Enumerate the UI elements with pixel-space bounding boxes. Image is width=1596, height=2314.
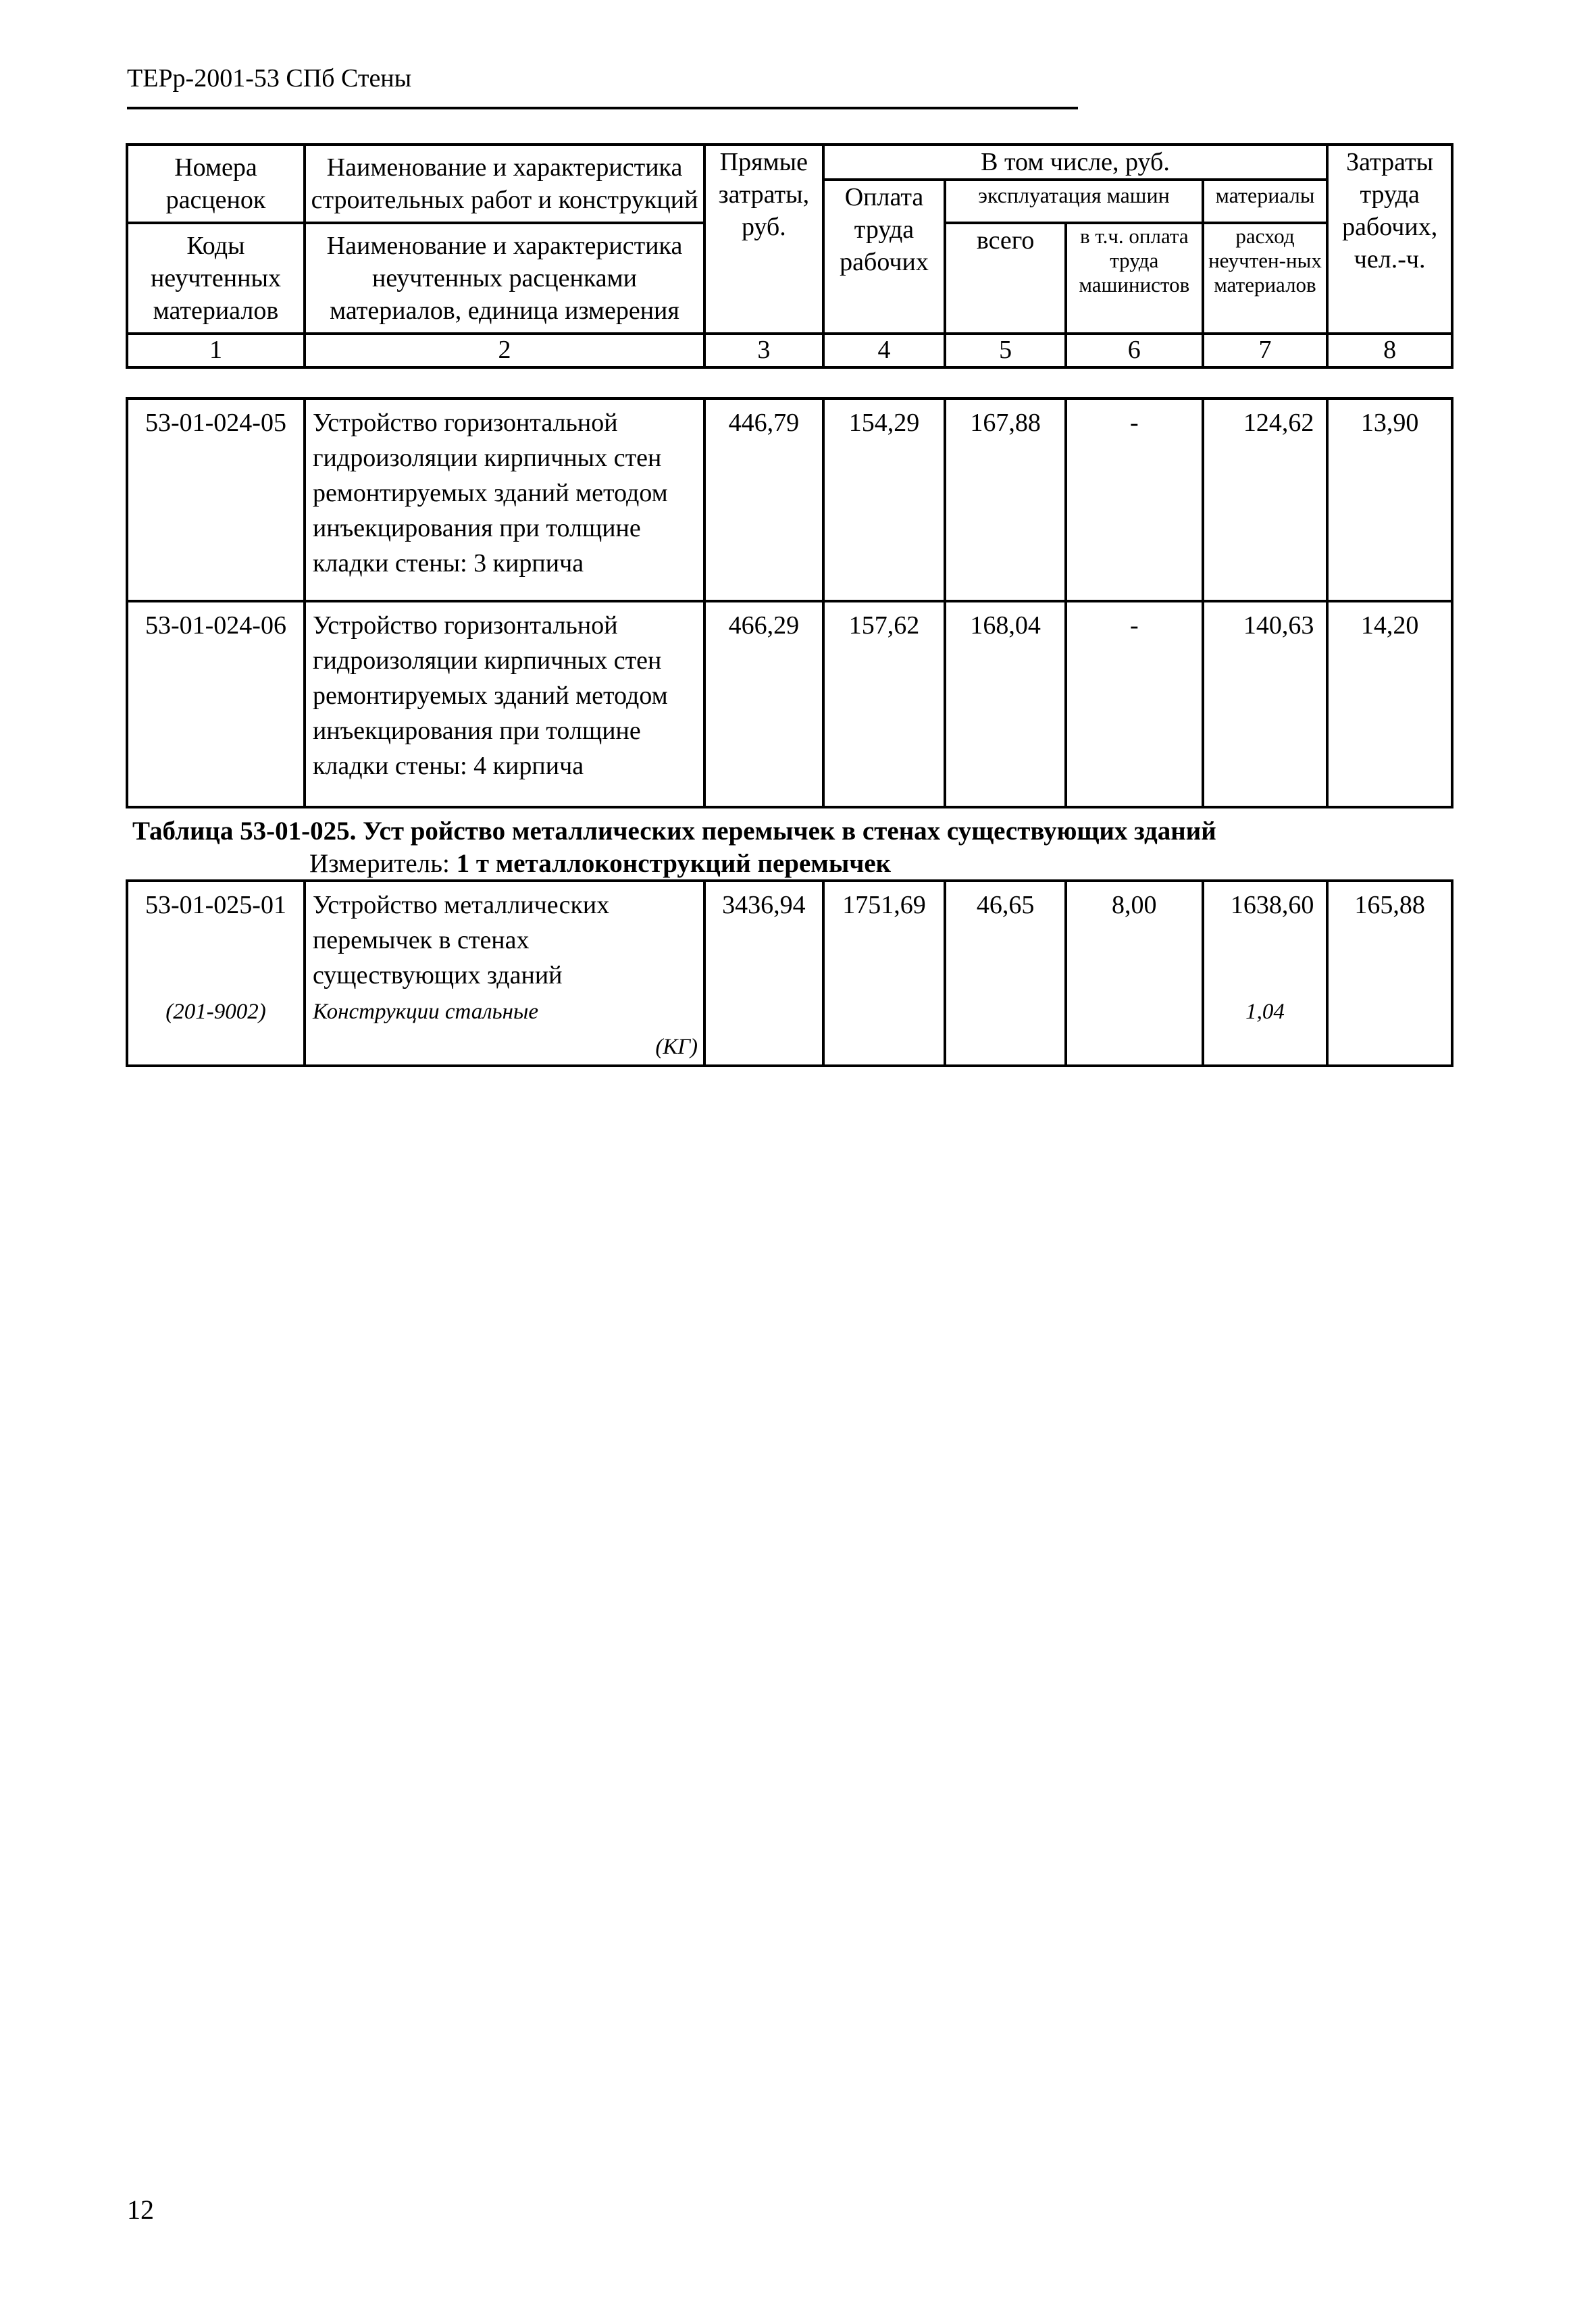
rate-code: 53-01-024-06	[127, 601, 305, 807]
col-number: 5	[945, 334, 1066, 367]
table-row	[127, 398, 1452, 601]
labor-hours: 165,88	[1327, 881, 1452, 993]
table-meter	[309, 848, 891, 879]
header-col1-bottom: Коды неучтенных материалов	[150, 232, 281, 325]
direct-costs: 446,79	[704, 398, 823, 601]
header-labor-pay: Оплата труда рабочих	[823, 180, 946, 334]
direct-costs: 466,29	[704, 601, 823, 807]
machines-total: 46,65	[945, 881, 1066, 993]
header-unaccounted-materials: расход неучтен-ных материалов	[1203, 223, 1328, 334]
labor-hours: 14,20	[1327, 601, 1452, 807]
material-name-cell	[305, 993, 704, 1066]
header-rule	[127, 107, 1078, 109]
col-number: 6	[1066, 334, 1203, 367]
table-title: Таблица 53-01-025. Уст ройство металлических перемычек в стенах существующих зданий	[132, 817, 1216, 846]
header-materials: материалы	[1203, 180, 1328, 223]
header-col2	[305, 145, 704, 334]
rate-name: Устройство металлических перемычек в стенах существующих зданий	[305, 881, 704, 993]
table-row	[127, 881, 1452, 993]
page-number: 12	[127, 2194, 154, 2225]
empty-cell	[704, 993, 823, 1066]
header-group: В том числе, руб.	[823, 145, 1328, 180]
column-header-table	[126, 143, 1453, 369]
rate-name: Устройство горизонтальной гидроизоляции кирпичных стен ремонтируемых зданий методом инъекцирования при толщине кладки стены: 3 кирпича	[305, 398, 704, 601]
operators-pay: -	[1066, 601, 1203, 807]
col-number: 2	[305, 334, 704, 367]
rate-name: Устройство горизонтальной гидроизоляции кирпичных стен ремонтируемых зданий методом инъекцирования при толщине кладки стены: 4 кирпича	[305, 601, 704, 807]
direct-costs: 3436,94	[704, 881, 823, 993]
header-machines: эксплуатация машин	[945, 180, 1202, 223]
table-row	[127, 601, 1452, 807]
labor-hours: 13,90	[1327, 398, 1452, 601]
operators-pay: -	[1066, 398, 1203, 601]
header-machines-total: всего	[945, 223, 1066, 334]
header-col1-top: Номера расценок	[128, 146, 303, 224]
header-col2-bottom: Наименование и характеристика неучтенных расценками материалов, единица измерения	[326, 232, 683, 325]
header-col2-top: Наименование и характеристика строительных работ и конструкций	[306, 146, 703, 224]
materials-cost: 124,62	[1203, 398, 1328, 601]
labor-pay: 154,29	[823, 398, 946, 601]
empty-cell	[1066, 993, 1203, 1066]
material-code-cell	[127, 993, 305, 1066]
col-number: 8	[1327, 334, 1452, 367]
col-number: 4	[823, 334, 946, 367]
empty-cell	[1327, 993, 1452, 1066]
material-code: (201-9002)	[165, 1000, 266, 1024]
rates-table-024	[126, 397, 1453, 808]
meter-label: Измеритель:	[309, 849, 450, 878]
header-col1	[127, 145, 305, 334]
col-number: 3	[704, 334, 823, 367]
labor-pay: 157,62	[823, 601, 946, 807]
meter-value: 1 т металлоконструкций перемычек	[456, 849, 892, 878]
header-operators-pay: в т.ч. оплата труда машинистов	[1066, 223, 1203, 334]
material-quantity: 1,04	[1245, 1000, 1285, 1024]
header-labor-hours: Затраты труда рабочих, чел.-ч.	[1327, 145, 1452, 334]
empty-cell	[945, 993, 1066, 1066]
material-qty-cell	[1203, 993, 1328, 1066]
machines-total: 168,04	[945, 601, 1066, 807]
materials-cost: 1638,60	[1203, 881, 1328, 993]
running-head: ТЕРр-2001-53 СПб Стены	[127, 64, 412, 93]
col-number: 7	[1203, 334, 1328, 367]
materials-cost: 140,63	[1203, 601, 1328, 807]
rate-code: 53-01-024-05	[127, 398, 305, 601]
labor-pay: 1751,69	[823, 881, 946, 993]
rates-table-025	[126, 879, 1453, 1067]
empty-cell	[823, 993, 946, 1066]
material-unit: (КГ)	[655, 1035, 698, 1059]
material-row	[127, 993, 1452, 1066]
operators-pay: 8,00	[1066, 881, 1203, 993]
rate-code: 53-01-025-01	[127, 881, 305, 993]
material-name: Конструкции стальные	[312, 1000, 538, 1024]
col-number: 1	[127, 334, 305, 367]
header-direct-costs: Прямые затраты, руб.	[704, 145, 823, 334]
machines-total: 167,88	[945, 398, 1066, 601]
